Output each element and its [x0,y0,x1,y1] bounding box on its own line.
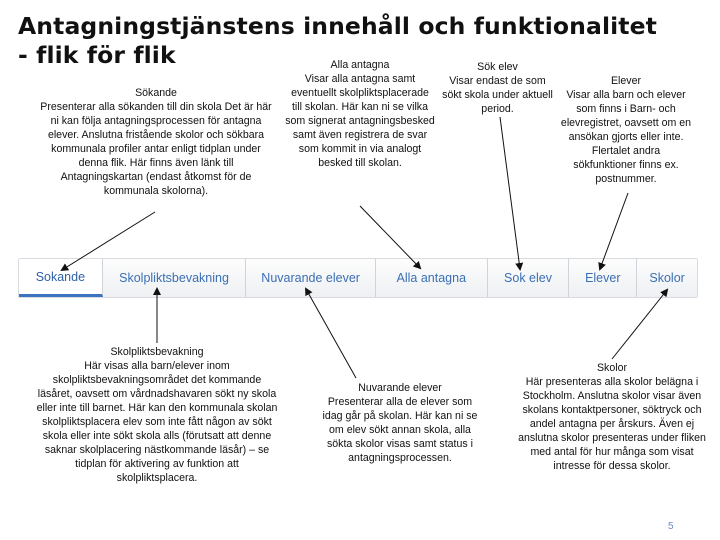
tab-elever[interactable] [569,259,637,297]
sok-elev-heading: Sök elev [477,61,518,73]
nuvarande-elever-heading: Nuvarande elever [358,382,442,394]
alla-antagna-body: Visar alla antagna samt eventuellt skolpliktsplacerade till skolan. Här kan ni se vilka som signerat antagningsbesked samt även registrera de svar som kommit in via analogt besked till skolan. [285,73,435,169]
slide-title-line1: Antagningstjänstens innehåll och funktionalitet [18,12,657,40]
skolpliktsbevakning-heading: Skolpliktsbevakning [110,346,204,358]
tab-sok-elev-label: Sok elev [504,271,552,285]
elever-description [560,74,692,186]
skolor-heading: Skolor [596,362,628,374]
skolor-body: Här presenteras alla skolor belägna i Stockholm. Anslutna skolor visar även skolans kontaktpersoner, söktryck och andel antagna per årskurs. Även ej anslutna skolor presenteras under fliken med antal för hur många som visat intresse för dessa skolor. [518,376,706,472]
sokande-heading: Sökande [135,87,177,99]
sok-elev-description [440,60,555,116]
page-number: 5 [668,521,674,532]
skolpliktsbevakning-description [34,345,280,485]
tab-alla-antagna[interactable] [376,259,488,297]
sokande-body: Presenterar alla sökanden till din skola Det är här ni kan följa antagningsprocessen för antagna elever. Anslutna fristående skolor och sökbara kommunala profiler antar enligt tidplan under denna flik. Här finns även länk till Antagningskartan (endast åtkomst för de kommunala skolorna). [40,101,272,197]
skolpliktsbevakning-body: Här visas alla barn/elever inom skolpliktsbevakningsområdet det kommande läsåret, oavsett om vårdnadshavaren sökt ny skola eller inte till barnet. Här kan den kommunala skolan skolpliktsplacera elev som inte fått någon av sökt skola eller inte sökt skola alls (förutsatt att denne saknar skolplacering nästkommande läsår) – se tidplan för aktivering av funktion att skolpliktsplacera. [36,360,278,484]
tab-sok-elev[interactable] [488,259,570,297]
alla-antagna-description [285,58,435,170]
elever-heading: Elever [610,75,642,87]
sok-elev-body: Visar endast de som sökt skola under aktuell period. [442,75,553,115]
elever-body: Visar alla barn och elever som finns i Barn- och elevregistret, oavsett om en ansökan gjorts eller inte. Flertalet andra sökfunktioner finns ex. postnummer. [560,89,692,185]
arrow-skolor [612,290,667,359]
tab-sokande-label: Sokande [35,269,86,284]
arrow-nuvarande-elever [306,289,356,378]
arrow-sok-elev [500,117,520,269]
tab-bar [18,258,698,298]
nuvarande-elever-description [318,381,482,465]
alla-antagna-heading: Alla antagna [330,59,390,71]
tab-sokande[interactable] [19,259,103,297]
sokande-description [38,86,274,198]
tab-skolor-label: Skolor [649,271,685,285]
slide-title-line2: - flik för flik [18,41,176,69]
tab-nuvarande-elever[interactable] [246,259,376,297]
tab-skolpliktsbevakning-label: Skolpliktsbevakning [119,271,229,285]
tab-skolpliktsbevakning[interactable] [103,259,247,297]
tab-alla-antagna-label: Alla antagna [396,271,467,285]
tab-nuvarande-elever-label: Nuvarande elever [261,271,360,285]
tab-elever-label: Elever [585,271,621,285]
tab-skolor[interactable] [637,259,697,297]
nuvarande-elever-body: Presenterar alla de elever som idag går på skolan. Här kan ni se om elev sökt annan skola, alla sökta skolor visas samt status i antagningsprocessen. [322,396,478,464]
skolor-description [512,361,712,473]
